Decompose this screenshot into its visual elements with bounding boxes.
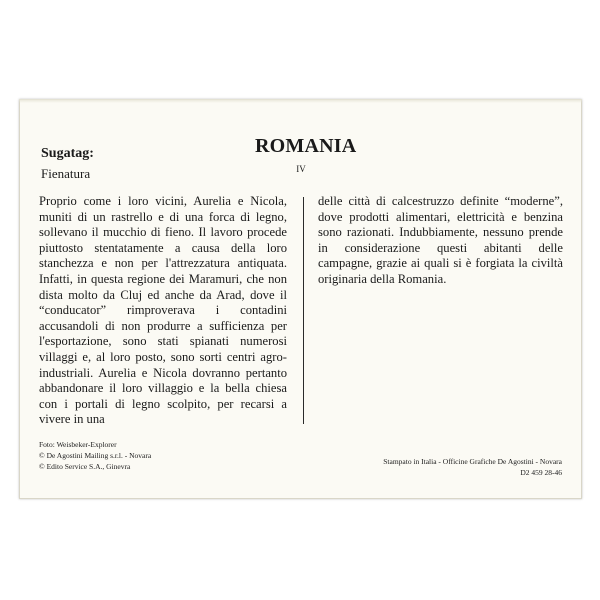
credit-line: Foto: Weisbeker-Explorer	[39, 440, 117, 449]
credit-line: © De Agostini Mailing s.r.l. - Novara	[39, 451, 152, 460]
subject-caption: Fienatura	[41, 166, 91, 181]
photo-credits	[39, 439, 151, 472]
printer-info	[340, 456, 562, 478]
body-text-left-column: Proprio come i loro vicini, Aurelia e Nicola, muniti di un rastrello e di una forca di legno, sollevano il mucchio di fieno. Il lavoro procede piuttosto stentatamente a causa della loro stanchezza e non per l'attrezzatura antiquata. Infatti, in questa regione dei Maramuri, che non dista molto da Cluj ed anche da Arad, dove il “conducator” rimproverava i contadini accusandoli di non produrre a sufficienza per l'esportazione, sono stati spianati numerosi villaggi e, al loro posto, sono sorti centri agro-industriali. Aurelia e Nicola dovranno pertanto abbandonare il loro villaggio e la bella chiesa con i portali di legno scolpito, per recarsi a vivere in una	[39, 194, 287, 427]
product-code: D2 459 28-46	[520, 468, 562, 477]
column-divider	[303, 197, 304, 424]
printer-line: Stampato in Italia - Officine Grafiche De Agostini - Novara	[383, 457, 562, 466]
card-top-shadow	[19, 99, 582, 103]
body-text-right-column: delle città di calcestruzzo definite “moderne”, dove prodotti alimentari, elettricità e benzina sono razionati. Indubbiamente, nessuno prende in considerazione questi abitanti delle campagne, grazie ai quali si è forgiata la civiltà originaria della Romania.	[318, 194, 563, 286]
place-heading: Sugatag:	[41, 146, 94, 161]
card-title: ROMANIA	[255, 135, 357, 157]
plate-number: IV	[296, 164, 306, 174]
credit-line: © Edito Service S.A., Ginevra	[39, 462, 131, 471]
